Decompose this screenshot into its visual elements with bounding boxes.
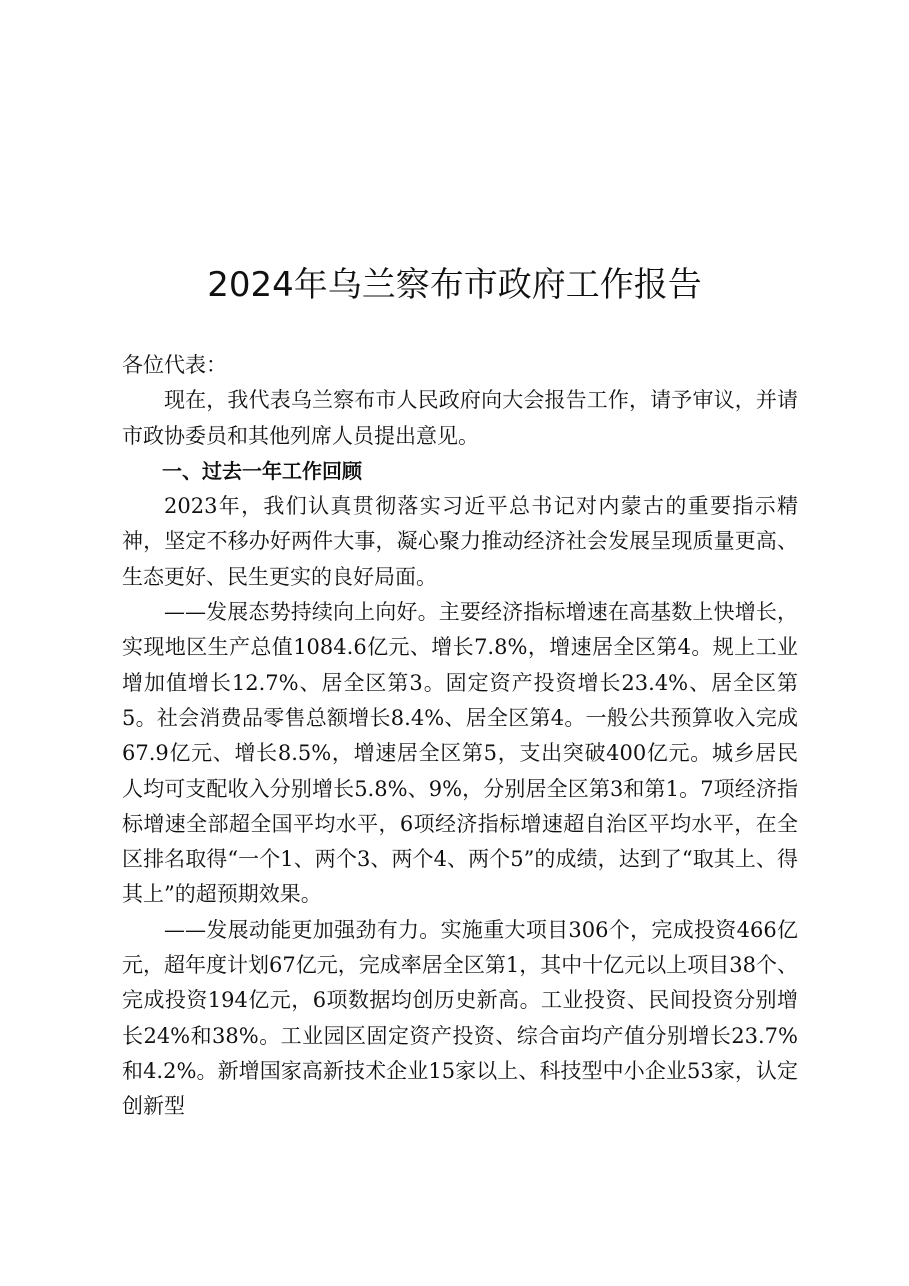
body-paragraph: 2023年，我们认真贯彻落实习近平总书记对内蒙古的重要指示精神，坚定不移办好两件大事，凝心聚力推动经济社会发展呈现质量更高、生态更好、民生更实的良好局面。 (122, 494, 798, 589)
intro-paragraph: 现在，我代表乌兰察布市人民政府向大会报告工作，请予审议，并请市政协委员和其他列席人员提出意见。 (122, 388, 798, 448)
section-heading: 一、过去一年工作回顾 (162, 458, 362, 483)
body-paragraph: ——发展动能更加强劲有力。实施重大项目306个，完成投资466亿元，超年度计划67亿元，完成率居全区第1，其中十亿元以上项目38个、完成投资194亿元，6项数据均创历史新高。工业投资、民间投资分别增长24%和38%。工业园区固定资产投资、综合亩均产值分别增长23.7%和4.2%。新增国家高新技术企业15家以上、科技型中小企业53家，认定创新型 (122, 917, 798, 1119)
body-paragraph: ——发展态势持续向上向好。主要经济指标增速在高基数上快增长，实现地区生产总值1084.6亿元、增长7.8%，增速居全区第4。规上工业增加值增长12.7%、居全区第3。固定资产投资增长23.4%、居全区第5。社会消费品零售总额增长8.4%、居全区第4。一般公共预算收入完成67.9亿元、增长8.5%，增速居全区第5，支出突破400亿元。城乡居民人均可支配收入分别增长5.8%、9%，分别居全区第3和第1。7项经济指标增速全部超全国平均水平，6项经济指标增速超自治区平均水平，在全区排名取得“一个1、两个3、两个4、两个5”的成绩，达到了“取其上、得其上”的超预期效果。 (122, 600, 798, 907)
salutation: 各位代表： (122, 353, 227, 377)
document-title: 2024年乌兰察布市政府工作报告 (207, 265, 702, 305)
document-body (122, 348, 798, 1125)
